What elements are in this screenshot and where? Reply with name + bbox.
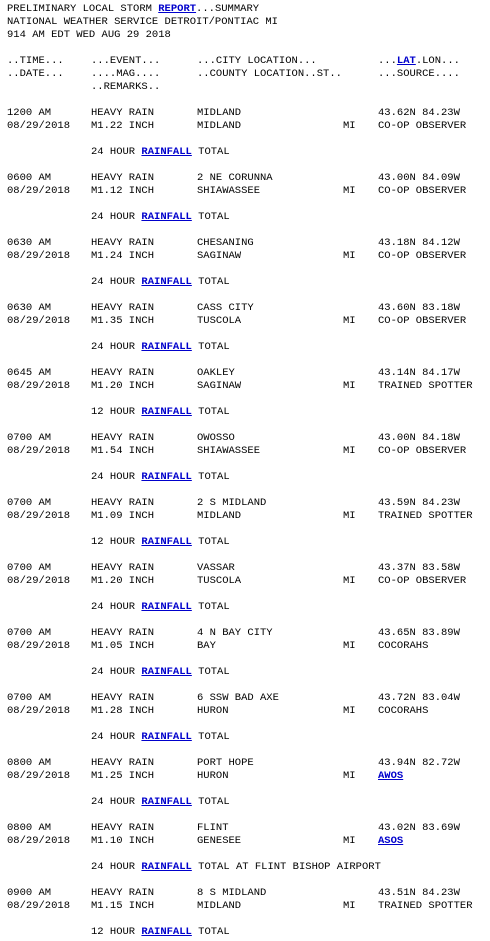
report-event: HEAVY RAIN xyxy=(91,432,155,444)
report-county: HURON xyxy=(197,770,229,782)
report-city: 8 S MIDLAND xyxy=(197,887,267,899)
report-remarks: 12 HOUR RAINFALL TOTAL xyxy=(91,536,230,548)
report-date: 08/29/2018 xyxy=(7,705,71,717)
report-list xyxy=(7,94,490,939)
col-time-header: ..TIME... xyxy=(7,55,64,67)
report-time: 0645 AM xyxy=(7,367,52,379)
report-line-2 xyxy=(7,640,490,653)
report-entry xyxy=(7,614,490,679)
report-magnitude: M1.25 INCH xyxy=(91,770,155,782)
report-event: HEAVY RAIN xyxy=(91,107,155,119)
report-state: MI xyxy=(343,380,356,392)
rainfall-link[interactable]: RAINFALL xyxy=(141,926,192,938)
report-source: TRAINED SPOTTER xyxy=(378,380,473,392)
report-line-1 xyxy=(7,302,490,315)
report-remarks: 24 HOUR RAINFALL TOTAL xyxy=(91,471,230,483)
report-latlon: 43.72N 83.04W xyxy=(378,692,460,704)
issue-time-line: 914 AM EDT WED AUG 29 2018 xyxy=(7,29,171,41)
col-city-header: ...CITY LOCATION... xyxy=(197,55,317,67)
report-city: OAKLEY xyxy=(197,367,235,379)
report-latlon: 43.37N 83.58W xyxy=(378,562,460,574)
report-line-1 xyxy=(7,757,490,770)
report-time: 0700 AM xyxy=(7,627,52,639)
report-event: HEAVY RAIN xyxy=(91,237,155,249)
col-latlon-header: ...LAT.LON... xyxy=(378,55,460,67)
report-time: 0630 AM xyxy=(7,302,52,314)
report-remarks: 12 HOUR RAINFALL TOTAL xyxy=(91,926,230,938)
report-latlon: 43.59N 84.23W xyxy=(378,497,460,509)
report-time: 0600 AM xyxy=(7,172,52,184)
rainfall-link[interactable]: RAINFALL xyxy=(141,536,192,548)
report-county: TUSCOLA xyxy=(197,315,242,327)
report-date: 08/29/2018 xyxy=(7,900,71,912)
report-line-2 xyxy=(7,120,490,133)
rainfall-link[interactable]: RAINFALL xyxy=(141,406,192,418)
report-latlon: 43.65N 83.89W xyxy=(378,627,460,639)
report-line-1 xyxy=(7,497,490,510)
report-line-1 xyxy=(7,887,490,900)
report-source: COCORAHS xyxy=(378,640,429,652)
report-remarks: 12 HOUR RAINFALL TOTAL xyxy=(91,406,230,418)
report-source: CO-OP OBSERVER xyxy=(378,185,467,197)
report-line-2 xyxy=(7,575,490,588)
report-source: CO-OP OBSERVER xyxy=(378,315,467,327)
report-line-2 xyxy=(7,705,490,718)
report-magnitude: M1.22 INCH xyxy=(91,120,155,132)
report-remarks: 24 HOUR RAINFALL TOTAL xyxy=(91,796,230,808)
report-magnitude: M1.28 INCH xyxy=(91,705,155,717)
report-line-1 xyxy=(7,367,490,380)
report-date: 08/29/2018 xyxy=(7,380,71,392)
report-city: CASS CITY xyxy=(197,302,254,314)
report-state: MI xyxy=(343,835,356,847)
report-magnitude: M1.20 INCH xyxy=(91,575,155,587)
report-county: HURON xyxy=(197,705,229,717)
col-source-header: ...SOURCE.... xyxy=(378,68,460,80)
report-state: MI xyxy=(343,770,356,782)
report-line-1 xyxy=(7,432,490,445)
report-state: MI xyxy=(343,315,356,327)
report-entry xyxy=(7,354,490,419)
report-event: HEAVY RAIN xyxy=(91,302,155,314)
report-line-2 xyxy=(7,900,490,913)
report-date: 08/29/2018 xyxy=(7,770,71,782)
report-entry xyxy=(7,94,490,159)
report-source: TRAINED SPOTTER xyxy=(378,900,473,912)
report-state: MI xyxy=(343,900,356,912)
rainfall-link[interactable]: RAINFALL xyxy=(141,731,192,743)
report-magnitude: M1.12 INCH xyxy=(91,185,155,197)
report-latlon: 43.00N 84.09W xyxy=(378,172,460,184)
report-remarks: 24 HOUR RAINFALL TOTAL xyxy=(91,731,230,743)
report-date: 08/29/2018 xyxy=(7,315,71,327)
report-city: MIDLAND xyxy=(197,107,242,119)
rainfall-link[interactable]: RAINFALL xyxy=(141,471,192,483)
report-time: 0700 AM xyxy=(7,432,52,444)
report-entry xyxy=(7,679,490,744)
report-magnitude: M1.10 INCH xyxy=(91,835,155,847)
report-source-link[interactable]: ASOS xyxy=(378,835,404,847)
report-entry xyxy=(7,744,490,809)
report-source: CO-OP OBSERVER xyxy=(378,120,467,132)
report-source: TRAINED SPOTTER xyxy=(378,510,473,522)
report-magnitude: M1.15 INCH xyxy=(91,900,155,912)
rainfall-link[interactable]: RAINFALL xyxy=(141,211,192,223)
report-county: MIDLAND xyxy=(197,120,242,132)
report-state: MI xyxy=(343,575,356,587)
report-time: 0700 AM xyxy=(7,692,52,704)
report-entry xyxy=(7,224,490,289)
report-line-1 xyxy=(7,237,490,250)
report-entry xyxy=(7,419,490,484)
report-remarks: 24 HOUR RAINFALL TOTAL xyxy=(91,341,230,353)
report-time: 0700 AM xyxy=(7,562,52,574)
report-line-2 xyxy=(7,510,490,523)
report-remarks: 24 HOUR RAINFALL TOTAL xyxy=(91,276,230,288)
report-county: SHIAWASSEE xyxy=(197,185,261,197)
report-county: SAGINAW xyxy=(197,380,242,392)
report-line-1 xyxy=(7,562,490,575)
report-city: FLINT xyxy=(197,822,229,834)
report-time: 0800 AM xyxy=(7,757,52,769)
report-city: CHESANING xyxy=(197,237,254,249)
report-remarks: 24 HOUR RAINFALL TOTAL xyxy=(91,211,230,223)
report-latlon: 43.14N 84.17W xyxy=(378,367,460,379)
report-line-2 xyxy=(7,185,490,198)
report-latlon: 43.62N 84.23W xyxy=(378,107,460,119)
report-latlon: 43.02N 83.69W xyxy=(378,822,460,834)
report-county: MIDLAND xyxy=(197,900,242,912)
report-time: 0900 AM xyxy=(7,887,52,899)
report-source: CO-OP OBSERVER xyxy=(378,575,467,587)
report-latlon: 43.18N 84.12W xyxy=(378,237,460,249)
report-county: GENESEE xyxy=(197,835,242,847)
report-link[interactable]: REPORT xyxy=(158,3,197,15)
report-title-line: PRELIMINARY LOCAL STORM REPORT...SUMMARY xyxy=(7,3,260,15)
report-city: 2 NE CORUNNA xyxy=(197,172,273,184)
col-county-header: ..COUNTY LOCATION..ST.. xyxy=(197,68,342,80)
report-line-2 xyxy=(7,315,490,328)
col-remarks-header: ..REMARKS.. xyxy=(91,81,161,93)
report-entry xyxy=(7,159,490,224)
report-date: 08/29/2018 xyxy=(7,640,71,652)
report-magnitude: M1.54 INCH xyxy=(91,445,155,457)
report-event: HEAVY RAIN xyxy=(91,692,155,704)
report-magnitude: M1.20 INCH xyxy=(91,380,155,392)
column-header-row-1 xyxy=(7,55,490,68)
report-state: MI xyxy=(343,185,356,197)
report-county: TUSCOLA xyxy=(197,575,242,587)
report-magnitude: M1.24 INCH xyxy=(91,250,155,262)
report-latlon: 43.51N 84.23W xyxy=(378,887,460,899)
report-line-1 xyxy=(7,692,490,705)
report-latlon: 43.60N 83.18W xyxy=(378,302,460,314)
report-remarks: 24 HOUR RAINFALL TOTAL xyxy=(91,146,230,158)
report-event: HEAVY RAIN xyxy=(91,757,155,769)
report-city: 4 N BAY CITY xyxy=(197,627,273,639)
report-date: 08/29/2018 xyxy=(7,445,71,457)
report-source: COCORAHS xyxy=(378,705,429,717)
report-county: MIDLAND xyxy=(197,510,242,522)
report-latlon: 43.00N 84.18W xyxy=(378,432,460,444)
report-entry xyxy=(7,289,490,354)
rainfall-link[interactable]: RAINFALL xyxy=(141,666,192,678)
report-line-2 xyxy=(7,770,490,783)
report-line-1 xyxy=(7,627,490,640)
report-line-1 xyxy=(7,172,490,185)
report-time: 0700 AM xyxy=(7,497,52,509)
rainfall-link[interactable]: RAINFALL xyxy=(141,276,192,288)
report-entry xyxy=(7,549,490,614)
rainfall-link[interactable]: RAINFALL xyxy=(141,341,192,353)
lat-link[interactable]: LAT xyxy=(396,55,416,67)
report-remarks: 24 HOUR RAINFALL TOTAL xyxy=(91,601,230,613)
report-entry xyxy=(7,874,490,939)
report-remarks: 24 HOUR RAINFALL TOTAL AT FLINT BISHOP AIRPORT xyxy=(91,861,381,873)
report-event: HEAVY RAIN xyxy=(91,887,155,899)
report-date: 08/29/2018 xyxy=(7,120,71,132)
report-state: MI xyxy=(343,445,356,457)
report-line-2 xyxy=(7,250,490,263)
report-county: SHIAWASSEE xyxy=(197,445,261,457)
report-state: MI xyxy=(343,250,356,262)
report-date: 08/29/2018 xyxy=(7,510,71,522)
report-line-1 xyxy=(7,822,490,835)
report-date: 08/29/2018 xyxy=(7,835,71,847)
report-city: PORT HOPE xyxy=(197,757,254,769)
report-state: MI xyxy=(343,510,356,522)
report-city: 2 S MIDLAND xyxy=(197,497,267,509)
report-magnitude: M1.09 INCH xyxy=(91,510,155,522)
report-city: VASSAR xyxy=(197,562,235,574)
report-line-2 xyxy=(7,445,490,458)
report-source: CO-OP OBSERVER xyxy=(378,445,467,457)
report-entry xyxy=(7,484,490,549)
report-event: HEAVY RAIN xyxy=(91,367,155,379)
report-event: HEAVY RAIN xyxy=(91,627,155,639)
report-state: MI xyxy=(343,705,356,717)
rainfall-link[interactable]: RAINFALL xyxy=(141,601,192,613)
report-state: MI xyxy=(343,120,356,132)
report-city: OWOSSO xyxy=(197,432,235,444)
report-county: BAY xyxy=(197,640,216,652)
report-time: 0630 AM xyxy=(7,237,52,249)
report-magnitude: M1.05 INCH xyxy=(91,640,155,652)
report-latlon: 43.94N 82.72W xyxy=(378,757,460,769)
rainfall-link[interactable]: RAINFALL xyxy=(141,146,192,158)
report-event: HEAVY RAIN xyxy=(91,172,155,184)
report-time: 0800 AM xyxy=(7,822,52,834)
report-line-2 xyxy=(7,835,490,848)
report-time: 1200 AM xyxy=(7,107,52,119)
rainfall-link[interactable]: RAINFALL xyxy=(141,796,192,808)
report-line-1 xyxy=(7,107,490,120)
column-header-row-2 xyxy=(7,68,490,81)
rainfall-link[interactable]: RAINFALL xyxy=(141,861,192,873)
report-date: 08/29/2018 xyxy=(7,185,71,197)
col-event-header: ...EVENT... xyxy=(91,55,161,67)
column-header-row-3 xyxy=(7,81,490,94)
report-remarks: 24 HOUR RAINFALL TOTAL xyxy=(91,666,230,678)
issuing-office-line: NATIONAL WEATHER SERVICE DETROIT/PONTIAC MI xyxy=(7,16,278,28)
col-mag-header: ....MAG.... xyxy=(91,68,161,80)
report-event: HEAVY RAIN xyxy=(91,497,155,509)
report-source: CO-OP OBSERVER xyxy=(378,250,467,262)
report-date: 08/29/2018 xyxy=(7,250,71,262)
report-county: SAGINAW xyxy=(197,250,242,262)
report-line-2 xyxy=(7,380,490,393)
col-date-header: ..DATE... xyxy=(7,68,64,80)
report-magnitude: M1.35 INCH xyxy=(91,315,155,327)
report-city: 6 SSW BAD AXE xyxy=(197,692,279,704)
report-entry xyxy=(7,809,490,874)
report-date: 08/29/2018 xyxy=(7,575,71,587)
report-event: HEAVY RAIN xyxy=(91,822,155,834)
report-source-link[interactable]: AWOS xyxy=(378,770,404,782)
report-state: MI xyxy=(343,640,356,652)
report-event: HEAVY RAIN xyxy=(91,562,155,574)
